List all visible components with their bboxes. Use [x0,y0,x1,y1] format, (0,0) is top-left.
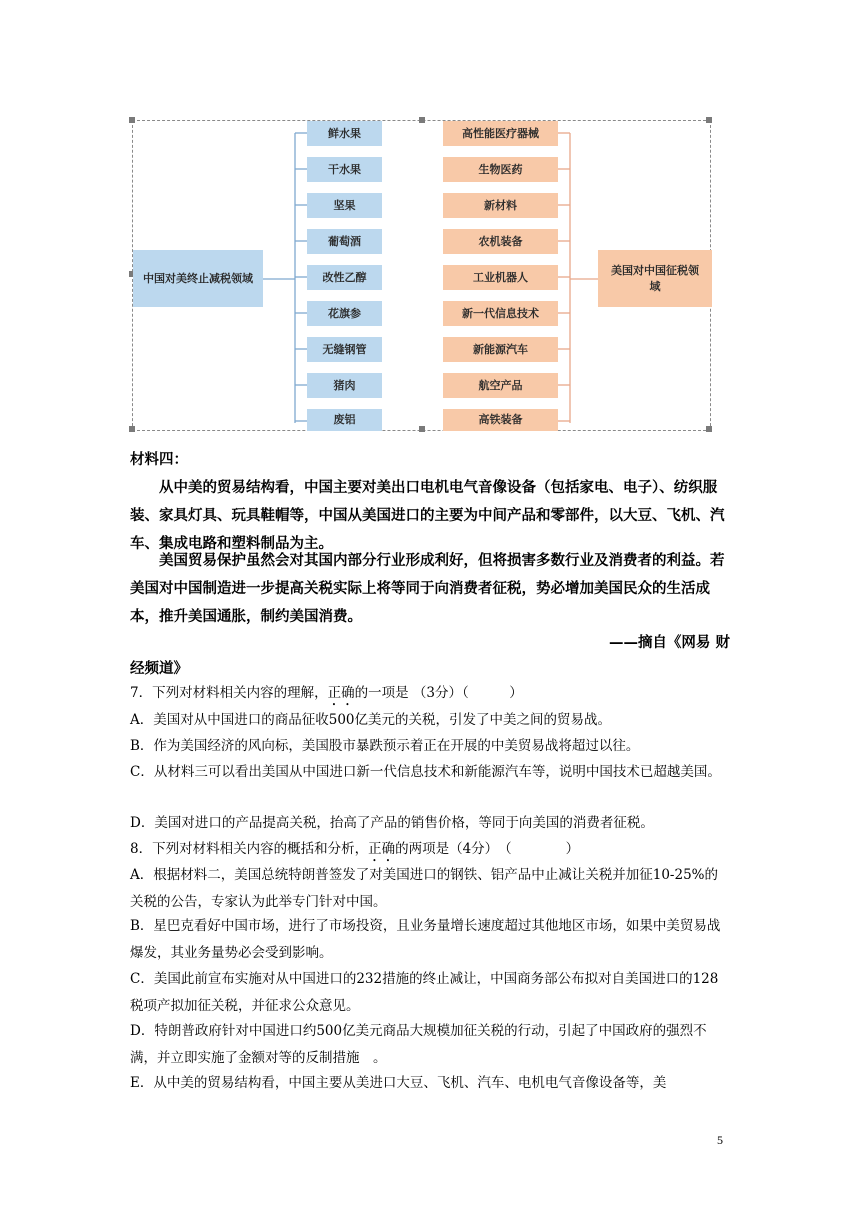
right-root-box: 美国对中国征税领域 [598,250,712,307]
question-8-stem-part: 的两项是（4分） （ ） [395,841,580,857]
question-8-option-a: A．根据材料二，美国总统特朗普签发了对美国进口的钢铁、铝产品中止减让关税并加征10-25%的关税的公告，专家认为此举专门针对中国。 [130,867,718,910]
question-7-option-b: B．作为美国经济的风向标，美国股市暴跌预示着正在开展的中美贸易战将超过以往。 [130,738,640,754]
question-8-stem [130,836,730,865]
page-number: 5 [717,1133,723,1147]
left-root-box: 中国对美终止减税领域 [133,250,263,307]
question-7-stem-part: 7．下列对材料相关内容的理解， [130,685,328,701]
left-item: 葡萄酒 [307,229,382,254]
right-item: 新一代信息技术 [443,301,558,326]
left-item: 无缝钢管 [307,337,382,362]
question-8-option-b: B．星巴克看好中国市场，进行了市场投资，且业务量增长速度超过其他地区市场，如果中美贸易战爆发，其业务量势必会受到影响。 [130,918,721,961]
right-item: 生物医药 [443,157,558,182]
right-item: 高铁装备 [443,409,558,431]
question-8-option-c: C．美国此前宣布实施对从中国进口的232措施的终止减让，中国商务部公布拟对自美国进口的128税项产拟加征关税，并征求公众意见。 [130,971,719,1014]
emphasis-word: 正确 [368,841,396,857]
left-item: 改性乙醇 [307,265,382,290]
question-8-option-e: E．从中美的贸易结构看，中国主要从美进口大豆、飞机、汽车、电机电气音像设备等，美 [130,1075,667,1091]
material4-paragraph-1: 从中美的贸易结构看，中国主要对美出口电机电气音像设备（包括家电、电子）、纺织服装、家具灯具、玩具鞋帽等，中国从美国进口的主要为中间产品和零部件，以大豆、飞机、汽车、集成电路和塑料制品为主。 [130,480,725,552]
question-7-option-c: C．从材料三可以看出美国从中国进口新一代信息技术和新能源汽车等，说明中国技术已超越美国。 [130,764,721,780]
question-7-option-a: A．美国对从中国进口的商品征收500亿美元的关税，引发了中美之间的贸易战。 [130,712,612,728]
right-item: 航空产品 [443,373,558,398]
right-item: 工业机器人 [443,265,558,290]
left-item: 废铝 [307,409,382,431]
question-7-stem-part: 的一项是 （3分）（ ） [354,685,523,701]
question-8-stem-part: 8．下列对材料相关内容的概括和分析， [130,841,369,857]
source-line-2: 经频道》 [130,661,188,677]
trade-diagram [132,120,711,431]
right-item: 农机装备 [443,229,558,254]
right-item: 新能源汽车 [443,337,558,362]
source-line-1: ——摘自《网易 财 [608,635,730,651]
question-8-option-d: D．特朗普政府针对中国进口约500亿美元商品大规模加征关税的行动，引起了中国政府的强烈不满，并立即实施了金额对等的反制措施 。 [130,1023,707,1066]
left-item: 花旗参 [307,301,382,326]
left-item: 鲜水果 [307,121,382,146]
right-item: 新材料 [443,193,558,218]
question-7-option-d: D．美国对进口的产品提高关税，抬高了产品的销售价格，等同于向美国的消费者征税。 [130,815,654,831]
left-item: 坚果 [307,193,382,218]
material4-paragraph-2: 美国贸易保护虽然会对其国内部分行业形成利好，但将损害多数行业及消费者的利益。若美国对中国制造进一步提高关税实际上将等同于向消费者征税，势必增加美国民众的生活成本，推升美国通胀，制约美国消费。 [130,553,725,625]
emphasis-word: 正确 [327,685,355,701]
right-item: 高性能医疗器械 [443,121,558,146]
question-7-stem [130,680,730,709]
material4-heading: 材料四： [130,452,188,468]
left-item: 干水果 [307,157,382,182]
left-item: 猪肉 [307,373,382,398]
